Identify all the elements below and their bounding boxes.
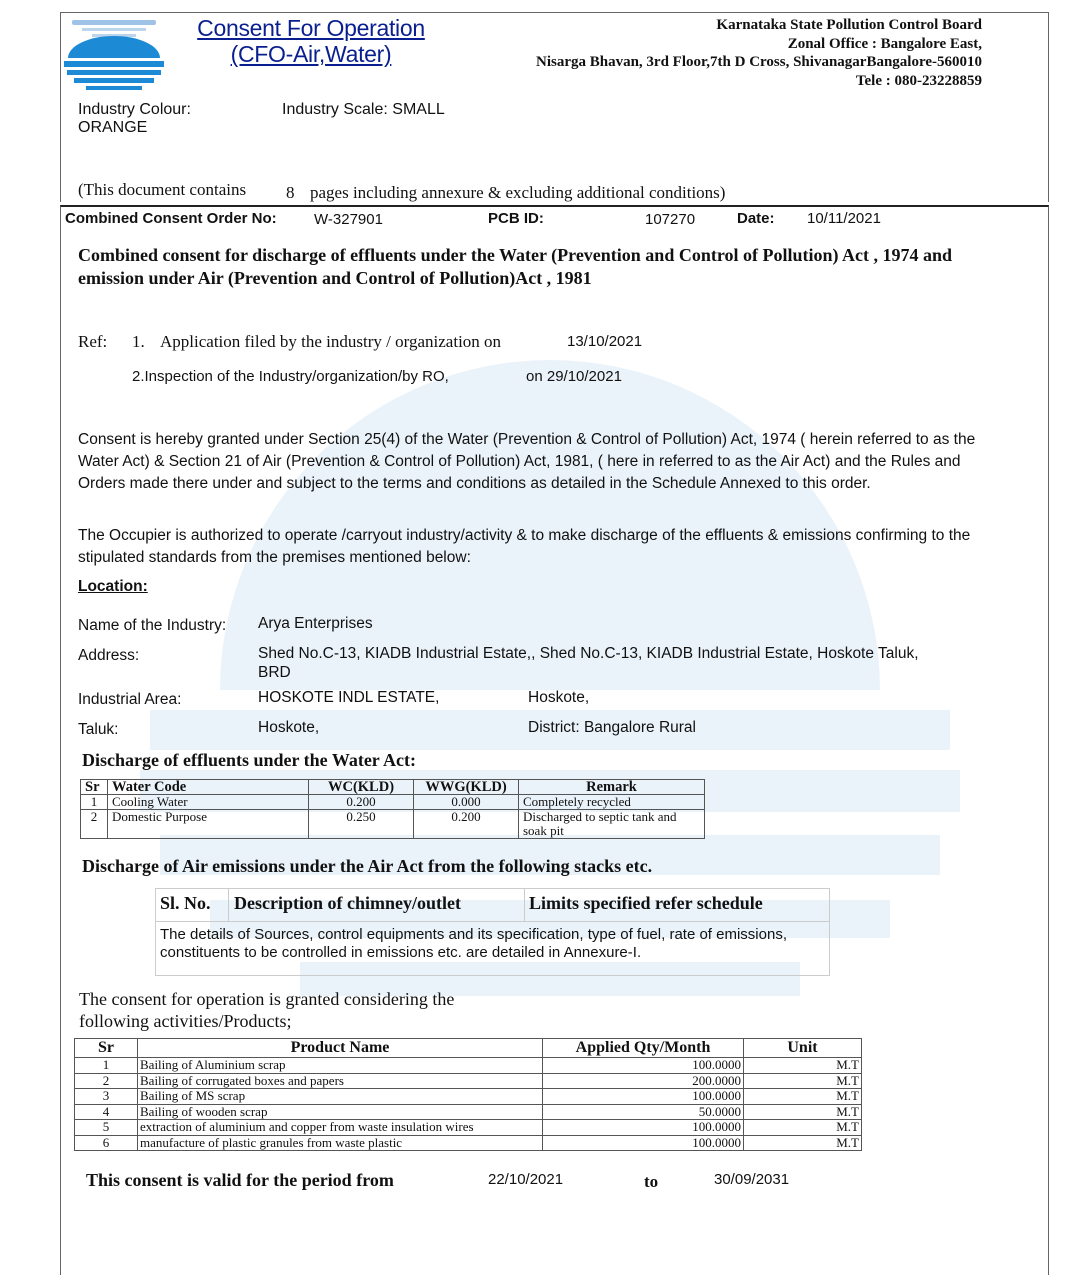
ref-item1-date: 13/10/2021 (567, 333, 643, 350)
cell-wc: 0.250 (309, 810, 414, 839)
order-date: 10/11/2021 (807, 210, 881, 227)
cell-product-name: manufacture of plastic granules from waste plastic (138, 1135, 543, 1151)
air-column-limits: Limits specified refer schedule (529, 893, 763, 913)
table-row (75, 1089, 862, 1105)
products-intro: The consent for operation is granted considering the following activities/Products; (79, 989, 455, 1031)
ref-item1-text: Application filed by the industry / organization on (160, 332, 502, 351)
water-discharge-table (80, 779, 705, 839)
cell-applied-qty: 100.0000 (543, 1089, 744, 1105)
table-row (81, 810, 705, 839)
cell-unit: M.T (744, 1104, 862, 1120)
air-act-heading: Discharge of Air emissions under the Air Act from the following stacks etc. (82, 856, 653, 876)
cell-sr: 5 (75, 1120, 138, 1136)
cell-applied-qty: 200.0000 (543, 1073, 744, 1089)
cell-sr: 3 (75, 1089, 138, 1105)
consent-grant-paragraph: Consent is hereby granted under Section 25(4) of the Water (Prevention & Control of Pollution) Act, 1974 ( herein referred to as the Water Act) & Section 21 of Air (Prevention & Control of Pollution) Act, 1981, ( here in referred to as the Air Act) and the Rules and Orders made there under and subject to the terms and conditions as detailed in the Schedule Annexed to this order. (78, 431, 976, 492)
validity-to-label: to (644, 1172, 659, 1191)
column-header-wwg: WWG(KLD) (414, 780, 519, 795)
cell-product-name: Bailing of MS scrap (138, 1089, 543, 1105)
table-row (75, 1058, 862, 1074)
table-header-row (75, 1039, 862, 1058)
consent-heading: Combined consent for discharge of effluents under the Water (Prevention and Control of Pollution) Act , 1974 and emission under Air (Prevention and Control of Pollution)Act , 1981 (78, 245, 953, 288)
table-row (75, 1073, 862, 1089)
cell-unit: M.T (744, 1120, 862, 1136)
pcb-id-label: PCB ID: (488, 210, 544, 227)
air-emissions-box (155, 888, 830, 976)
address-label: Address: (78, 647, 140, 664)
column-header-product-name: Product Name (138, 1039, 543, 1058)
cell-wwg: 0.200 (414, 810, 519, 839)
document-title: Consent For Operation (197, 15, 425, 41)
column-header-remark: Remark (519, 780, 705, 795)
cell-water-code: Cooling Water (108, 795, 309, 810)
zonal-office: Zonal Office : Bangalore East, (787, 35, 982, 52)
cell-applied-qty: 100.0000 (543, 1058, 744, 1074)
cell-sr: 1 (81, 795, 108, 810)
column-header-water-code: Water Code (108, 780, 309, 795)
order-date-label: Date: (737, 210, 775, 227)
products-table (74, 1038, 862, 1151)
cell-product-name: Bailing of wooden scrap (138, 1104, 543, 1120)
validity-from-date: 22/10/2021 (488, 1171, 564, 1188)
cell-unit: M.T (744, 1058, 862, 1074)
industry-name: Arya Enterprises (258, 615, 373, 632)
cell-applied-qty: 100.0000 (543, 1120, 744, 1136)
taluk-label: Taluk: (78, 721, 119, 738)
cell-remark: Discharged to septic tank and soak pit (519, 810, 705, 839)
cell-unit: M.T (744, 1135, 862, 1151)
air-column-description: Description of chimney/outlet (234, 893, 461, 913)
industry-colour-label: Industry Colour: (78, 101, 191, 118)
location-heading: Location: (78, 578, 148, 595)
cell-wwg: 0.000 (414, 795, 519, 810)
validity-to-date: 30/09/2031 (714, 1171, 790, 1188)
column-header-sr: Sr (81, 780, 108, 795)
cell-unit: M.T (744, 1073, 862, 1089)
ref-label: Ref: (78, 332, 108, 351)
industry-colour-value: ORANGE (78, 119, 148, 136)
doc-page-count: 8 (286, 183, 295, 202)
cell-remark: Completely recycled (519, 795, 705, 810)
pcb-id: 107270 (645, 211, 696, 228)
table-row (75, 1135, 862, 1151)
industrial-area-label: Industrial Area: (78, 691, 182, 708)
board-address: Nisarga Bhavan, 3rd Floor,7th D Cross, ShivanagarBangalore-560010 (535, 54, 982, 70)
cell-sr: 6 (75, 1135, 138, 1151)
table-row (75, 1104, 862, 1120)
occupier-authorization-paragraph: The Occupier is authorized to operate /carryout industry/activity & to make discharge of the effluents & emissions confirming to the stipulated standards from the premises mentioned below: (78, 527, 971, 566)
consent-order-label: Combined Consent Order No: (65, 210, 277, 227)
table-row (75, 1120, 862, 1136)
air-column-sl-no: Sl. No. (160, 893, 211, 913)
cell-wc: 0.200 (309, 795, 414, 810)
cell-product-name: Bailing of Aluminium scrap (138, 1058, 543, 1074)
table-header-row (81, 780, 705, 795)
industry-name-label: Name of the Industry: (78, 617, 227, 634)
industry-scale: Industry Scale: SMALL (282, 101, 445, 118)
doc-contains-prefix: (This document contains (78, 180, 247, 199)
table-row (81, 795, 705, 810)
cell-water-code: Domestic Purpose (108, 810, 309, 839)
taluk: Hoskote, (258, 719, 320, 736)
air-emissions-details: The details of Sources, control equipments and its specification, type of fuel, rate of emissions, constituents to be controlled in emissions etc. are detailed in Annexure-I. (160, 926, 787, 961)
cell-sr: 4 (75, 1104, 138, 1120)
document-subtitle: (CFO-Air,Water) (230, 41, 392, 67)
cell-sr: 2 (81, 810, 108, 839)
board-name: Karnataka State Pollution Control Board (716, 17, 982, 33)
cell-sr: 2 (75, 1073, 138, 1089)
cell-sr: 1 (75, 1058, 138, 1074)
district: District: Bangalore Rural (528, 719, 696, 736)
cell-unit: M.T (744, 1089, 862, 1105)
ref-item1-number: 1. (132, 332, 145, 351)
water-act-heading: Discharge of effluents under the Water Act: (82, 750, 416, 770)
cell-applied-qty: 50.0000 (543, 1104, 744, 1120)
column-header-unit: Unit (744, 1039, 862, 1058)
validity-label: This consent is valid for the period from (86, 1170, 394, 1190)
cell-product-name: extraction of aluminium and copper from waste insulation wires (138, 1120, 543, 1136)
column-header-wc: WC(KLD) (309, 780, 414, 795)
doc-contains-suffix: pages including annexure & excluding additional conditions) (310, 183, 726, 202)
cell-applied-qty: 100.0000 (543, 1135, 744, 1151)
ref-item2-text: 2.Inspection of the Industry/organization/by RO, (132, 368, 449, 385)
column-header-applied-qty: Applied Qty/Month (543, 1039, 744, 1058)
board-telephone: Tele : 080-23228859 (855, 72, 982, 89)
industrial-area-city: Hoskote, (528, 689, 590, 706)
ref-item2-date: on 29/10/2021 (526, 368, 622, 385)
column-header-sr: Sr (75, 1039, 138, 1058)
industrial-area: HOSKOTE INDL ESTATE, (258, 689, 440, 706)
cell-product-name: Bailing of corrugated boxes and papers (138, 1073, 543, 1089)
consent-order-number: W-327901 (314, 211, 383, 228)
kspcb-logo (62, 14, 166, 94)
industry-address: Shed No.C-13, KIADB Industrial Estate,, Shed No.C-13, KIADB Industrial Estate, Hoskote Taluk, BRD (258, 645, 919, 681)
